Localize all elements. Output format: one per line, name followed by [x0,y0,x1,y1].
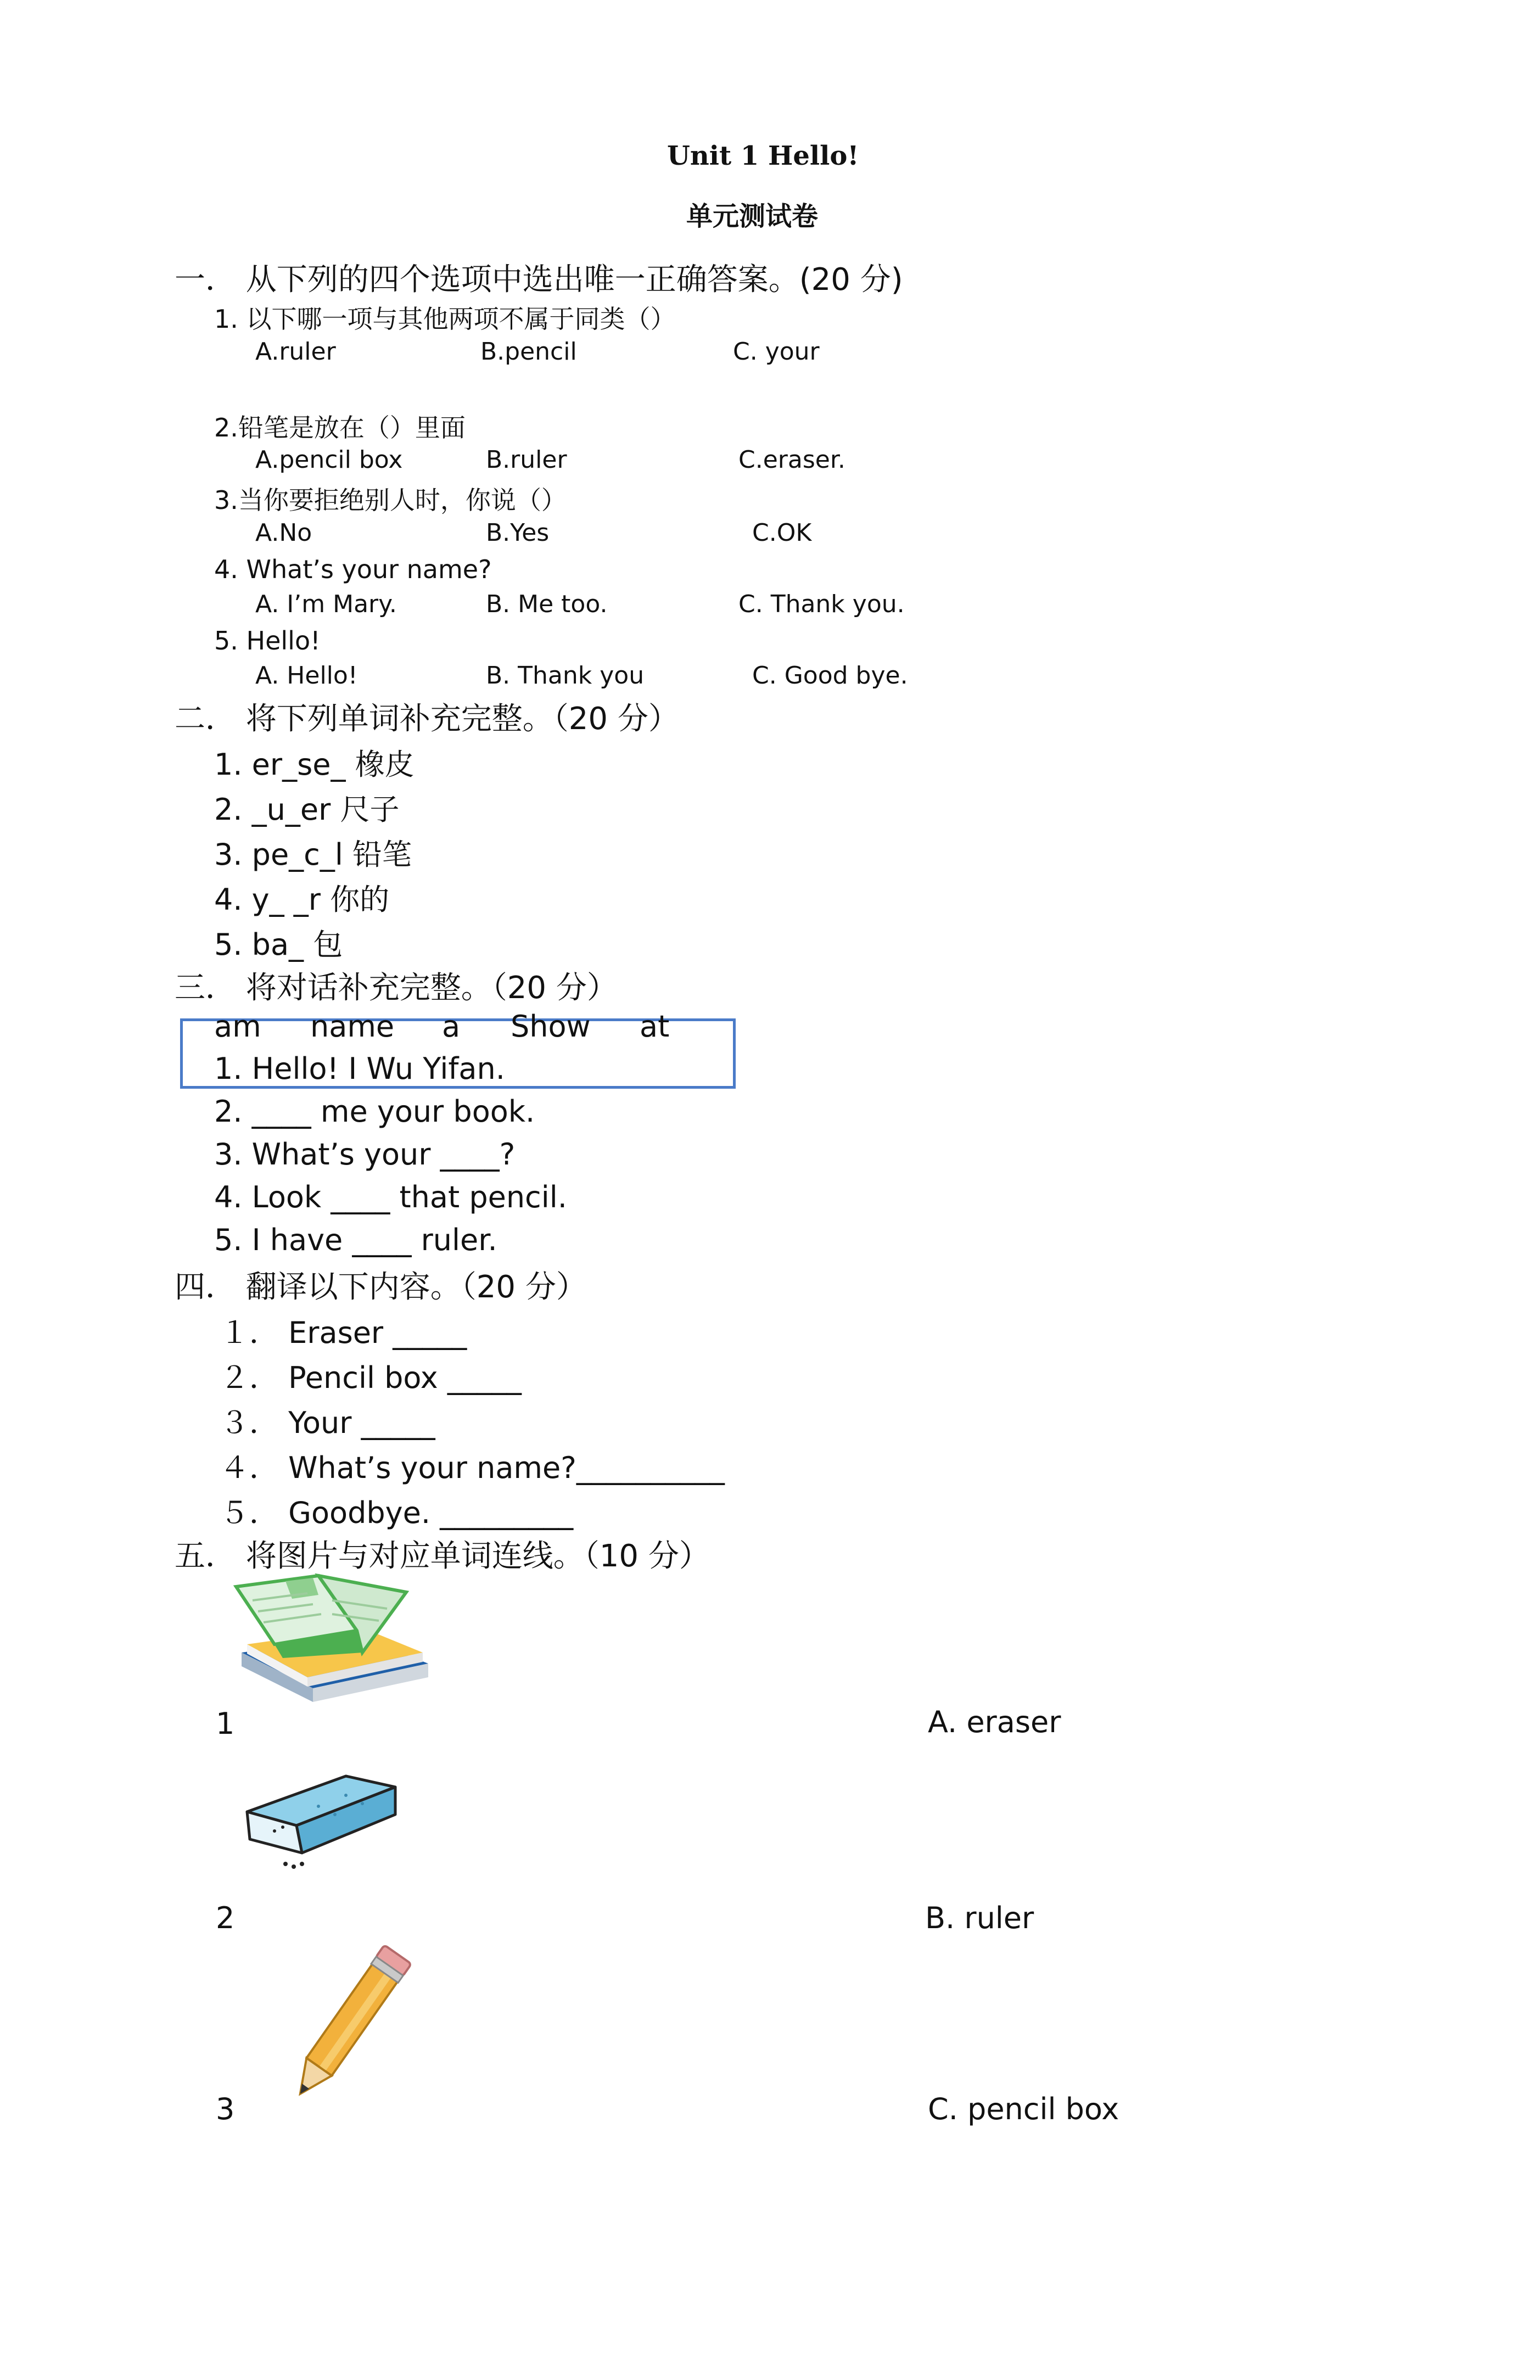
option-5a: A. Hello! [255,662,358,690]
page-title: Unit 1 Hello! [667,141,859,171]
word-bank-a: a [442,1009,461,1044]
dialogue-item-5: 5. I have ____ ruler. [214,1223,497,1257]
option-5c: C. Good bye. [752,662,908,690]
option-1b: B.pencil [480,338,577,366]
dialogue-item-3: 3. What’s your ____? [214,1137,516,1172]
picture-number-1: 1 [216,1706,235,1741]
picture-number-3: 3 [216,2092,235,2126]
option-2a: A.pencil box [255,446,403,474]
option-3a: A.No [255,519,312,547]
word-item-1: 1. er_se_ 橡皮 [214,747,415,782]
section-heading-4: 四． 翻译以下内容。（20 分） [175,1269,587,1305]
section-heading-1: 一． 从下列的四个选项中选出唯一正确答案。(20 分) [175,262,903,298]
translate-item-5: ５． Goodbye. _________ [220,1496,574,1530]
option-2b: B.ruler [486,446,567,474]
question-3: 3.当你要拒绝别人时，你说（） [214,485,567,515]
option-4a: A. I’m Mary. [255,590,397,618]
word-bank-name: name [310,1009,395,1044]
word-item-2: 2. _u_er 尺子 [214,792,400,827]
question-4: 4. What’s your name? [214,555,492,584]
book-icon [231,1570,434,1724]
option-5b: B. Thank you [486,662,645,690]
translate-item-4: ４． What’s your name?__________ [220,1451,725,1485]
section-heading-3: 三． 将对话补充完整。（20 分） [175,970,618,1006]
section-heading-5: 五． 将图片与对应单词连线。（10 分） [175,1538,710,1574]
option-3b: B.Yes [486,519,550,547]
match-word-c: C. pencil box [928,2092,1119,2126]
eraser-icon [236,1762,406,1872]
word-bank-at: at [640,1009,670,1044]
option-4c: C. Thank you. [738,590,905,618]
match-word-b: B. ruler [925,1901,1034,1935]
option-1c: C. your [733,338,820,366]
word-item-3: 3. pe_c_l 铅笔 [214,837,412,872]
option-3c: C.OK [752,519,812,547]
dialogue-item-2: 2. ____ me your book. [214,1094,535,1129]
translate-item-3: ３． Your _____ [220,1405,435,1440]
question-1: 1. 以下哪一项与其他两项不属于同类（） [214,304,676,334]
option-2c: C.eraser. [738,446,845,474]
option-4b: B. Me too. [486,590,608,618]
word-item-5: 5. ba_ 包 [214,927,343,962]
dialogue-item-4: 4. Look ____ that pencil. [214,1180,567,1214]
section-heading-2: 二． 将下列单词补充完整。（20 分） [175,701,679,737]
translate-item-1: １． Eraser _____ [220,1315,467,1350]
option-1a: A.ruler [255,338,336,366]
pencil-icon [269,1938,423,2119]
word-bank-show: Show [511,1009,591,1044]
picture-number-2: 2 [216,1901,235,1935]
word-item-4: 4. y_ _r 你的 [214,882,390,917]
question-5: 5. Hello! [214,626,321,656]
translate-item-2: ２． Pencil box _____ [220,1360,522,1395]
page-subtitle: 单元测试卷 [686,201,819,232]
match-word-a: A. eraser [928,1705,1061,1739]
question-2: 2.铅笔是放在（）里面 [214,413,466,443]
word-bank-am: am [214,1009,261,1044]
dialogue-item-1: 1. Hello! I Wu Yifan. [214,1051,505,1086]
